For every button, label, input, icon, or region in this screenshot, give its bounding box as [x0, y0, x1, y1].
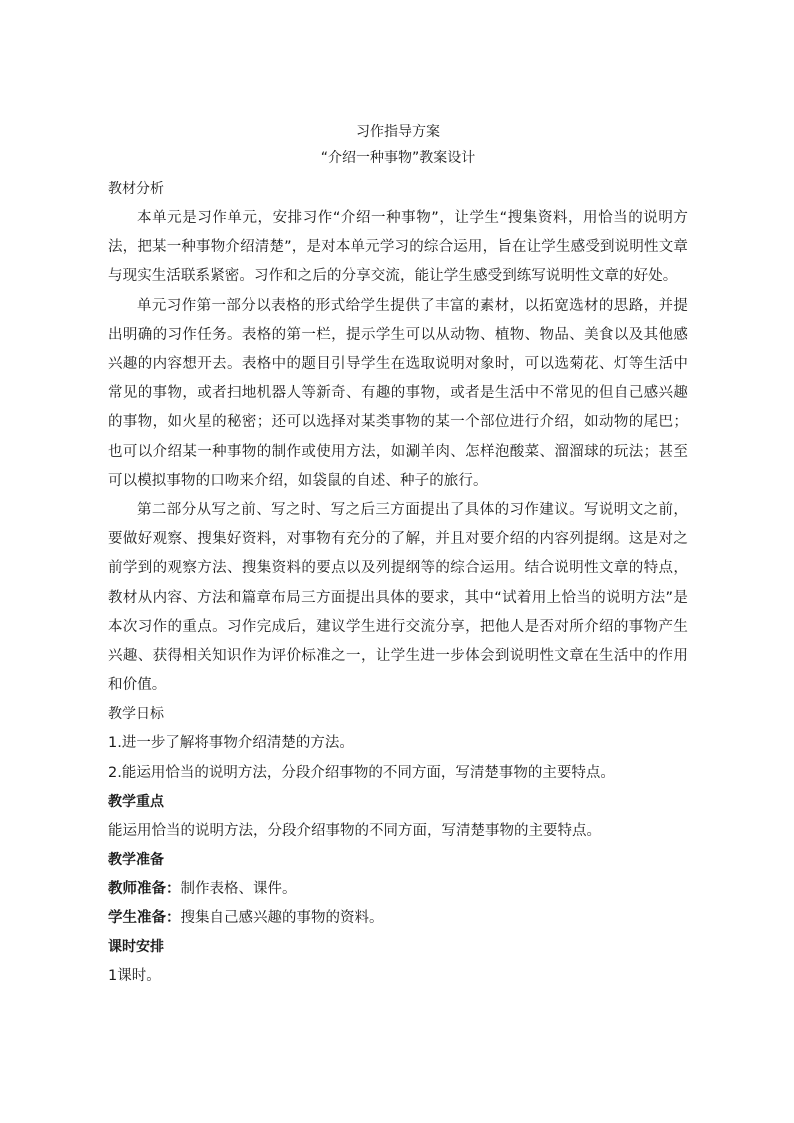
analysis-paragraph-1: 本单元是习作单元，安排习作“介绍一种事物”，让学生“搜集资料，用恰当的说明方法，把某一种事物介绍清楚”，是对本单元学习的综合运用，旨在让学生感受到说明性文章与现实生活联系紧密。习作和之后的分享交流，能让学生感受到练写说明性文章的好处。: [108, 210, 688, 285]
student-preparation: [108, 904, 688, 933]
section-heading-analysis: 教材分析: [108, 181, 164, 197]
focus-text: 能运用恰当的说明方法，分段介绍事物的不同方面，写清楚事物的主要特点。: [108, 822, 601, 839]
analysis-paragraph-2: 单元习作第一部分以表格的形式给学生提供了丰富的素材，以拓宽选材的思路，并提出明确的习作任务。表格的第一栏，提示学生可以从动物、植物、物品、美食以及其他感兴趣的内容想开去。表格中的题目引导学生在选取说明对象时，可以选菊花、灯等生活中常见的事物，或者扫地机器人等新奇、有趣的事物，或者是生活中不常见的但自己感兴趣的事物，如火星的秘密；还可以选择对某类事物的某一个部位进行介绍，如动物的尾巴；也可以介绍某一种事物的制作或使用方法，如涮羊肉、怎样泡酸菜、溜溜球的玩法；甚至可以模拟事物的口吻来介绍，如袋鼠的自述、种子的旅行。: [108, 297, 688, 489]
goal-item-1: 1.进一步了解将事物介绍清楚的方法。: [108, 735, 354, 752]
goal-item-2: 2.能运用恰当的说明方法，分段介绍事物的不同方面，写清楚事物的主要特点。: [108, 764, 615, 781]
document-subtitle: “介绍一种事物”教案设计: [320, 150, 476, 166]
schedule-text: 1课时。: [108, 968, 161, 985]
teacher-preparation: [108, 875, 688, 904]
document-title: 习作指导方案: [356, 124, 440, 140]
teacher-preparation-text: 制作表格、课件。: [180, 881, 297, 898]
student-preparation-text: 搜集自己感兴趣的事物的资料。: [180, 910, 384, 927]
analysis-paragraph-3: 第二部分从写之前、写之时、写之后三方面提出了具体的习作建议。写说明文之前，要做好观察、搜集好资料，对事物有充分的了解，并且对要介绍的内容列提纲。这是对之前学到的观察方法、搜集资料的要点以及列提纲等的综合运用。结合说明性文章的特点，教材从内容、方法和篇章布局三方面提出具体的要求，其中“试着用上恰当的说明方法”是本次习作的重点。习作完成后，建议学生进行交流分享，把他人是否对所介绍的事物产生兴趣、获得相关知识作为评价标准之一，让学生进一步体会到说明性文章在生活中的作用和价值。: [108, 502, 688, 694]
section-heading-preparation: 教学准备: [108, 852, 164, 869]
teacher-preparation-label: 教师准备：: [108, 881, 181, 898]
section-heading-schedule: 课时安排: [108, 939, 164, 956]
document-page: [108, 119, 688, 992]
student-preparation-label: 学生准备：: [108, 910, 181, 927]
section-heading-focus: 教学重点: [108, 793, 164, 810]
section-heading-goals: 教学日标: [108, 706, 164, 723]
